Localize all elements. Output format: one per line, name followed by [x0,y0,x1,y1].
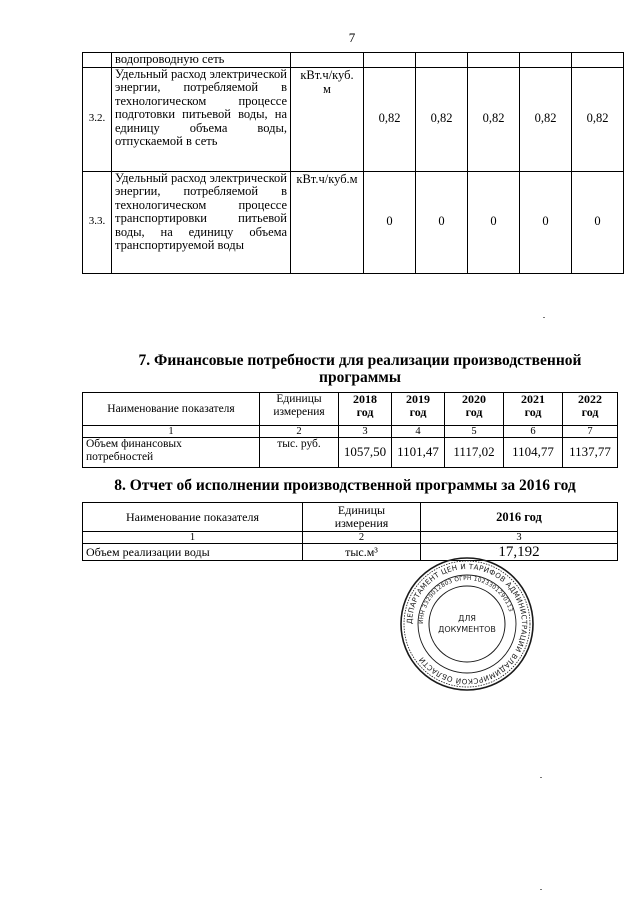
header-name-cell: Наименование показателя [83,393,260,426]
svg-text:ДОКУМЕНТОВ: ДОКУМЕНТОВ [438,625,496,634]
table-row [83,171,624,273]
svg-text:ИНН 3329012803 ОГРН 1023301290: ИНН 3329012803 ОГРН 1023301290113 [418,575,514,625]
indicator-name-cell: Объем реализации воды [83,544,303,561]
table-cell [468,53,520,68]
value-cell: 0 [520,171,572,273]
header-name-cell: Наименование показателя [83,503,303,532]
header-unit-cell: Единицы измерения [260,393,339,426]
table-cell [83,53,112,68]
table-row [83,53,624,68]
indicator-description: Удельный расход электрической энергии, потребляемой в технологическом процессе транспортировки питьевой воды, на единицу объема транспортируемой воды [112,171,291,273]
table-index-row [83,532,618,544]
unit-cell: кВт.ч/куб. м [291,67,364,171]
header-unit-cell: Единицы измерения [303,503,421,532]
financial-needs-table [82,392,618,468]
unit-cell: кВт.ч/куб.м [291,171,364,273]
scan-speck [543,317,545,318]
value-cell: 0 [572,171,624,273]
table-row [83,438,618,468]
index-cell: 1 [83,426,260,438]
index-cell: 4 [392,426,445,438]
value-cell: 0,82 [520,67,572,171]
index-cell: 3 [339,426,392,438]
value-cell: 0 [416,171,468,273]
row-number: 3.3. [83,171,112,273]
program-report-table [82,502,618,561]
index-cell: 2 [260,426,339,438]
header-year-cell: 2016 год [421,503,618,532]
index-cell: 2 [303,532,421,544]
header-year-cell: 2019 год [392,393,445,426]
index-cell: 3 [421,532,618,544]
row-number: 3.2. [83,67,112,171]
page-number: 7 [348,30,356,45]
unit-cell: тыс. руб. [260,438,339,468]
svg-text:ДЕПАРТАМЕНТ ЦЕН И ТАРИФОВ АДМИ: ДЕПАРТАМЕНТ ЦЕН И ТАРИФОВ АДМИНИСТРАЦИИ ВЛАДИМИРСКОЙ ОБЛАСТИ [404,561,530,687]
table-cell [416,53,468,68]
index-cell: 1 [83,532,303,544]
indicator-name-cell: Объем финансовых потребностей [83,438,260,468]
continued-text-cell: водопроводную сеть [112,53,291,68]
indicators-table [82,52,624,274]
index-cell: 6 [504,426,563,438]
value-cell: 0,82 [572,67,624,171]
value-cell: 0,82 [364,67,416,171]
table-cell [572,53,624,68]
table-header-row [83,393,618,426]
svg-text:ДЛЯ: ДЛЯ [458,614,476,623]
scan-speck [540,777,542,778]
unit-cell: тыс.м³ [303,544,421,561]
scan-speck [540,889,542,890]
section-8-heading: 8. Отчет об исполнении производственной программы за 2016 год [114,477,576,494]
value-cell: 1117,02 [445,438,504,468]
section-7-heading: 7. Финансовые потребности для реализации производственной программы [138,352,582,386]
official-stamp-icon [397,555,537,693]
table-index-row [83,426,618,438]
table-row [83,67,624,171]
header-year-cell: 2021 год [504,393,563,426]
table-cell [291,53,364,68]
value-cell: 1104,77 [504,438,563,468]
table-cell [520,53,572,68]
value-cell: 1101,47 [392,438,445,468]
index-cell: 7 [563,426,618,438]
value-cell: 0 [468,171,520,273]
index-cell: 5 [445,426,504,438]
value-cell: 17,192 [421,544,618,561]
value-cell: 1137,77 [563,438,618,468]
table-cell [364,53,416,68]
value-cell: 0 [364,171,416,273]
value-cell: 1057,50 [339,438,392,468]
table-row [83,544,618,561]
value-cell: 0,82 [468,67,520,171]
indicator-description: Удельный расход электрической энергии, потребляемой в технологическом процессе подготовки питьевой воды, на единицу объема воды, отпускаемой в сеть [112,67,291,171]
table-header-row [83,503,618,532]
header-year-cell: 2022 год [563,393,618,426]
value-cell: 0,82 [416,67,468,171]
header-year-cell: 2020 год [445,393,504,426]
header-year-cell: 2018 год [339,393,392,426]
